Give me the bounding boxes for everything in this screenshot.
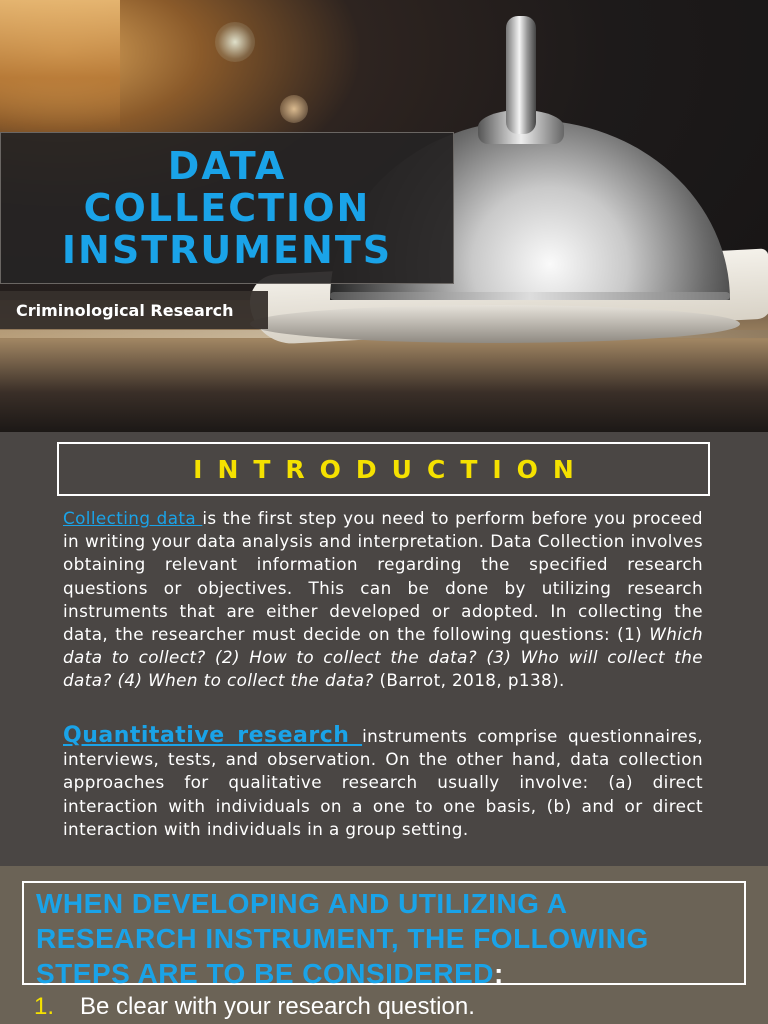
introduction-paragraph: [63, 507, 703, 693]
page-subtitle: Criminological Research: [16, 300, 234, 320]
paragraph-text: is the first step you need to perform before you proceed in writing your data analysis and interpretation. Data Collection involves obtaining relevant information regarding the specified research questions or objectives. This can be done by utilizing research instruments that are either developed or adopted. In collecting the data, the researcher must decide on the following questions: (1): [63, 508, 703, 645]
citation: (Barrot, 2018, p138).: [373, 670, 565, 691]
light-glow: [215, 22, 255, 62]
page-title: DATA COLLECTION INSTRUMENTS: [61, 144, 393, 272]
quantitative-research-link[interactable]: Quantitative research: [63, 723, 363, 748]
research-questions: Which data to collect? (2) How to collect the data? (3) Who will collect the data? (4) When to collect the data?: [63, 624, 703, 691]
list-item-text: Be clear with your research question.: [80, 993, 475, 1020]
cloche-handle: [506, 16, 536, 134]
steps-heading-text: WHEN DEVELOPING AND UTILIZING A RESEARCH INSTRUMENT, THE FOLLOWING STEPS ARE TO BE CONSIDERED: [36, 888, 649, 989]
collecting-data-link[interactable]: Collecting data: [63, 508, 203, 528]
steps-heading-box: [22, 881, 746, 989]
introduction-heading: INTRODUCTION: [193, 454, 589, 484]
quantitative-paragraph: [63, 724, 703, 841]
introduction-heading-box: [57, 442, 710, 496]
plate: [250, 305, 740, 343]
list-item: [34, 993, 734, 1021]
background-window: [0, 0, 120, 130]
list-item-number: 1.: [34, 993, 55, 1020]
paragraph-text: instruments comprise questionnaires, interviews, tests, and observation. On the other hand, data collection approaches for qualitative research usually involve: (a) direct interaction with individuals on a one to one basis, (b) and or direct interaction with individuals in a group setting.: [63, 726, 703, 839]
subtitle-box: [0, 291, 268, 329]
title-box: [0, 132, 454, 284]
steps-heading: [36, 886, 732, 991]
cloche-rim: [330, 292, 730, 300]
light-glow: [280, 95, 308, 123]
steps-heading-colon: :: [493, 958, 504, 989]
